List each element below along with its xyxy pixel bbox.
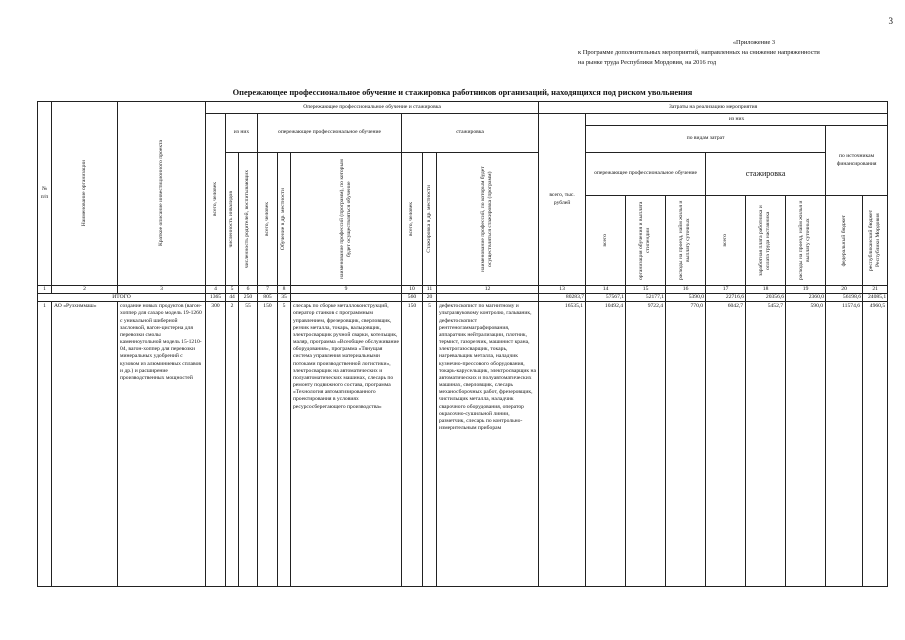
column-number: 14 — [586, 286, 626, 294]
header-adv-total-text: всего, человек — [263, 201, 270, 237]
header-org-text: Наименование организации — [80, 160, 87, 227]
header-by-type: по видам затрат — [586, 126, 826, 153]
row-c-adv-travel: 770,0 — [666, 302, 706, 587]
total-row — [38, 294, 888, 302]
header-int-other — [423, 153, 437, 286]
header-disabled — [226, 153, 239, 286]
column-number: 10 — [402, 286, 423, 294]
row-costs-total: 16535,1 — [539, 302, 586, 587]
header-of-them: из них — [226, 114, 258, 153]
column-number: 11 — [423, 286, 437, 294]
header-c-travel — [666, 196, 706, 286]
page-number: 3 — [888, 16, 893, 26]
header-c-republic-text: республиканский бюджет Республики Мордовия — [867, 209, 882, 272]
header-c-travel2 — [786, 196, 826, 286]
total-label: ИТОГО — [38, 294, 206, 302]
header-c-federal — [826, 196, 863, 286]
total-cell: 52177,1 — [626, 294, 666, 302]
row-num: 1 — [38, 302, 52, 587]
header-c-org-payment-text: организация обучения и выплата стипендии — [638, 201, 652, 280]
header-c-total-text: всего — [602, 234, 608, 247]
row-int-other: 5 — [423, 302, 437, 587]
row-c-adv-org: 9722,4 — [626, 302, 666, 587]
header-num: № п/п — [38, 102, 52, 286]
column-number: 19 — [786, 286, 826, 294]
header-parents-text: численность родителей, воспитывающих — [244, 169, 251, 269]
header-training-group: Опережающее профессиональное обучение и стажировка — [206, 102, 539, 114]
column-number: 17 — [706, 286, 746, 294]
document-title: Опережающее профессиональное обучение и стажировка работников организаций, находящихся под риском увольнения — [232, 88, 693, 97]
column-number: 20 — [826, 286, 863, 294]
header-adv-other — [278, 153, 291, 286]
total-cell — [437, 294, 539, 302]
column-number: 18 — [746, 286, 786, 294]
total-cell: 80283,7 — [539, 294, 586, 302]
row-project: создание новых продуктов (вагон-хоппер для сахаро модель 19-1260 с уникальной шиберной заслонкой, вагон-цистерна для перевозки смолы каменноугольной модель 15-1210-04, вагон-хоппер для перевозки минеральных удобрений с кузовом из алюминиевых сплавов и др.) и расширение производственных мощностей — [118, 302, 206, 587]
column-number: 21 — [863, 286, 888, 294]
header-int-professions-text: наименование профессий, по которым будет осуществляться стажировка (программ) — [480, 166, 494, 272]
header-org — [52, 102, 118, 286]
appendix-line-1: «Приложение 3 — [732, 39, 776, 46]
column-number: 9 — [291, 286, 402, 294]
total-cell: 20356,6 — [746, 294, 786, 302]
header-internship-costs: стажировка — [706, 153, 826, 196]
header-costs-of-them: из них — [586, 114, 888, 126]
row-adv-other: 5 — [278, 302, 291, 587]
header-adv-professions — [291, 153, 402, 286]
header-int-professions — [437, 153, 539, 286]
total-cell: 250 — [239, 294, 258, 302]
training-table — [37, 101, 888, 587]
total-cell — [291, 294, 402, 302]
header-c-wages — [746, 196, 786, 286]
column-number: 2 — [52, 286, 118, 294]
header-c-wages-text: заработная плата работника и оплата труда наставника — [758, 205, 772, 276]
header-project — [118, 102, 206, 286]
total-cell: 805 — [258, 294, 278, 302]
row-parents: 55 — [239, 302, 258, 587]
total-cell: 20 — [423, 294, 437, 302]
total-cell: 1365 — [206, 294, 226, 302]
header-row-1 — [38, 102, 888, 114]
header-int-total — [402, 153, 423, 286]
row-c-int-wages: 5452,7 — [746, 302, 786, 587]
row-org: АО «Рузхиммаш» — [52, 302, 118, 587]
table-row — [38, 302, 888, 587]
column-number: 16 — [666, 286, 706, 294]
header-c-travel-text: расходы на проезд, найм жилья и выплату суточных — [678, 200, 692, 281]
column-number: 3 — [118, 286, 206, 294]
header-by-source: по источникам финансирования — [826, 126, 888, 196]
row-adv-total: 150 — [258, 302, 278, 587]
column-number: 8 — [278, 286, 291, 294]
header-c-republic — [863, 196, 888, 286]
header-adv-training-costs: опережающее профессиональное обучение — [586, 153, 706, 196]
column-number: 4 — [206, 286, 226, 294]
column-number: 12 — [437, 286, 539, 294]
row-c-republic: 4960,5 — [863, 302, 888, 587]
header-parents — [239, 153, 258, 286]
column-number: 7 — [258, 286, 278, 294]
header-adv-other-text: Обучение в др. местности — [280, 187, 287, 251]
header-disabled-text: численность инвалидов — [228, 190, 235, 248]
header-adv-professions-text: наименование профессий (программ), по которым будет осуществляться обучение — [338, 159, 352, 279]
row-int-professions: дефектоскопист по магнитному и ультразвуковому контролю, гальваник, дефектоскопист рентгеногаммаграфирования, аппаратчик нейтрализации, плотник, термист, газорезчик, машинист крана, электрогазосварщик, токарь, нагревальщик металла, наладчик кузнечно-прессового оборудования, токарь-карусельщик, электросварщик на автоматических и полуавтоматических машинах, сверловщик, слесарь механосборочных работ, фрезеровщик, чистильщик металла, наладчик сварочного оборудования, оператор окрасочно-сушильной линии, разметчик, слесарь по контрольно-измерительным приборам — [437, 302, 539, 587]
appendix-line-2: к Программе дополнительных мероприятий, направленных на снижение напряженности — [578, 49, 820, 56]
header-costs-group: Затраты на реализацию мероприятия — [539, 102, 888, 114]
row-total-people: 300 — [206, 302, 226, 587]
column-number: 15 — [626, 286, 666, 294]
appendix-line-3: на рынке труда Республики Мордовия, на 2016 год — [578, 59, 717, 66]
row-c-int-total: 6042,7 — [706, 302, 746, 587]
header-c-federal-text: федеральный бюджет — [840, 214, 847, 267]
header-c-total2 — [706, 196, 746, 286]
row-c-federal: 11574,6 — [826, 302, 863, 587]
total-cell: 5390,0 — [666, 294, 706, 302]
header-c-travel2-text: расходы на проезд, найм жилья и выплату суточных — [798, 200, 812, 281]
header-costs-total: всего, тыс. рублей — [539, 114, 586, 286]
row-c-int-travel: 590,0 — [786, 302, 826, 587]
row-c-adv-total: 10492,4 — [586, 302, 626, 587]
column-numbers-row — [38, 286, 888, 294]
row-int-total: 150 — [402, 302, 423, 587]
header-c-org-payment — [626, 196, 666, 286]
row-adv-professions: слесарь по сборке металлоконструкций, оператор станков с программным управлением, фрезеровщик, сверловщик, резчик металла, токарь, вальцовщик, электросварщик ручной сварки, котельщик, маляр, программа «Всеобщее обслуживание оборудования», программа «Тянущая система управления материальными потоками производственной логистики», электросварщик на автоматических и полуавтоматических машинах, слесарь по ремонту подвижного состава, программа «Технология автоматизированного проектирования в условиях ресурсосберегающего производства» — [291, 302, 402, 587]
header-int-other-text: Стажировка в др. местности — [425, 185, 432, 253]
header-project-text: Краткое описание инвестиционного проекта — [157, 140, 164, 247]
header-adv-total — [258, 153, 278, 286]
appendix-reference — [578, 38, 890, 68]
column-number: 6 — [239, 286, 258, 294]
total-cell: 35 — [278, 294, 291, 302]
total-cell: 56198,6 — [826, 294, 863, 302]
total-cell: 44 — [226, 294, 239, 302]
column-number: 1 — [38, 286, 52, 294]
column-number: 13 — [539, 286, 586, 294]
total-cell: 560 — [402, 294, 423, 302]
header-c-total — [586, 196, 626, 286]
total-cell: 57567,1 — [586, 294, 626, 302]
header-total-people — [206, 114, 226, 286]
header-total-people-text: всего, человек — [211, 182, 218, 217]
header-internship: стажировка — [402, 114, 539, 153]
total-cell: 24085,1 — [863, 294, 888, 302]
header-int-total-text: всего, человек — [408, 201, 415, 237]
total-cell: 22716,6 — [706, 294, 746, 302]
column-number: 5 — [226, 286, 239, 294]
row-disabled: 2 — [226, 302, 239, 587]
header-adv-training: опережающее профессиональное обучение — [258, 114, 402, 153]
total-cell: 2360,0 — [786, 294, 826, 302]
header-c-total2-text: всего — [722, 234, 728, 247]
